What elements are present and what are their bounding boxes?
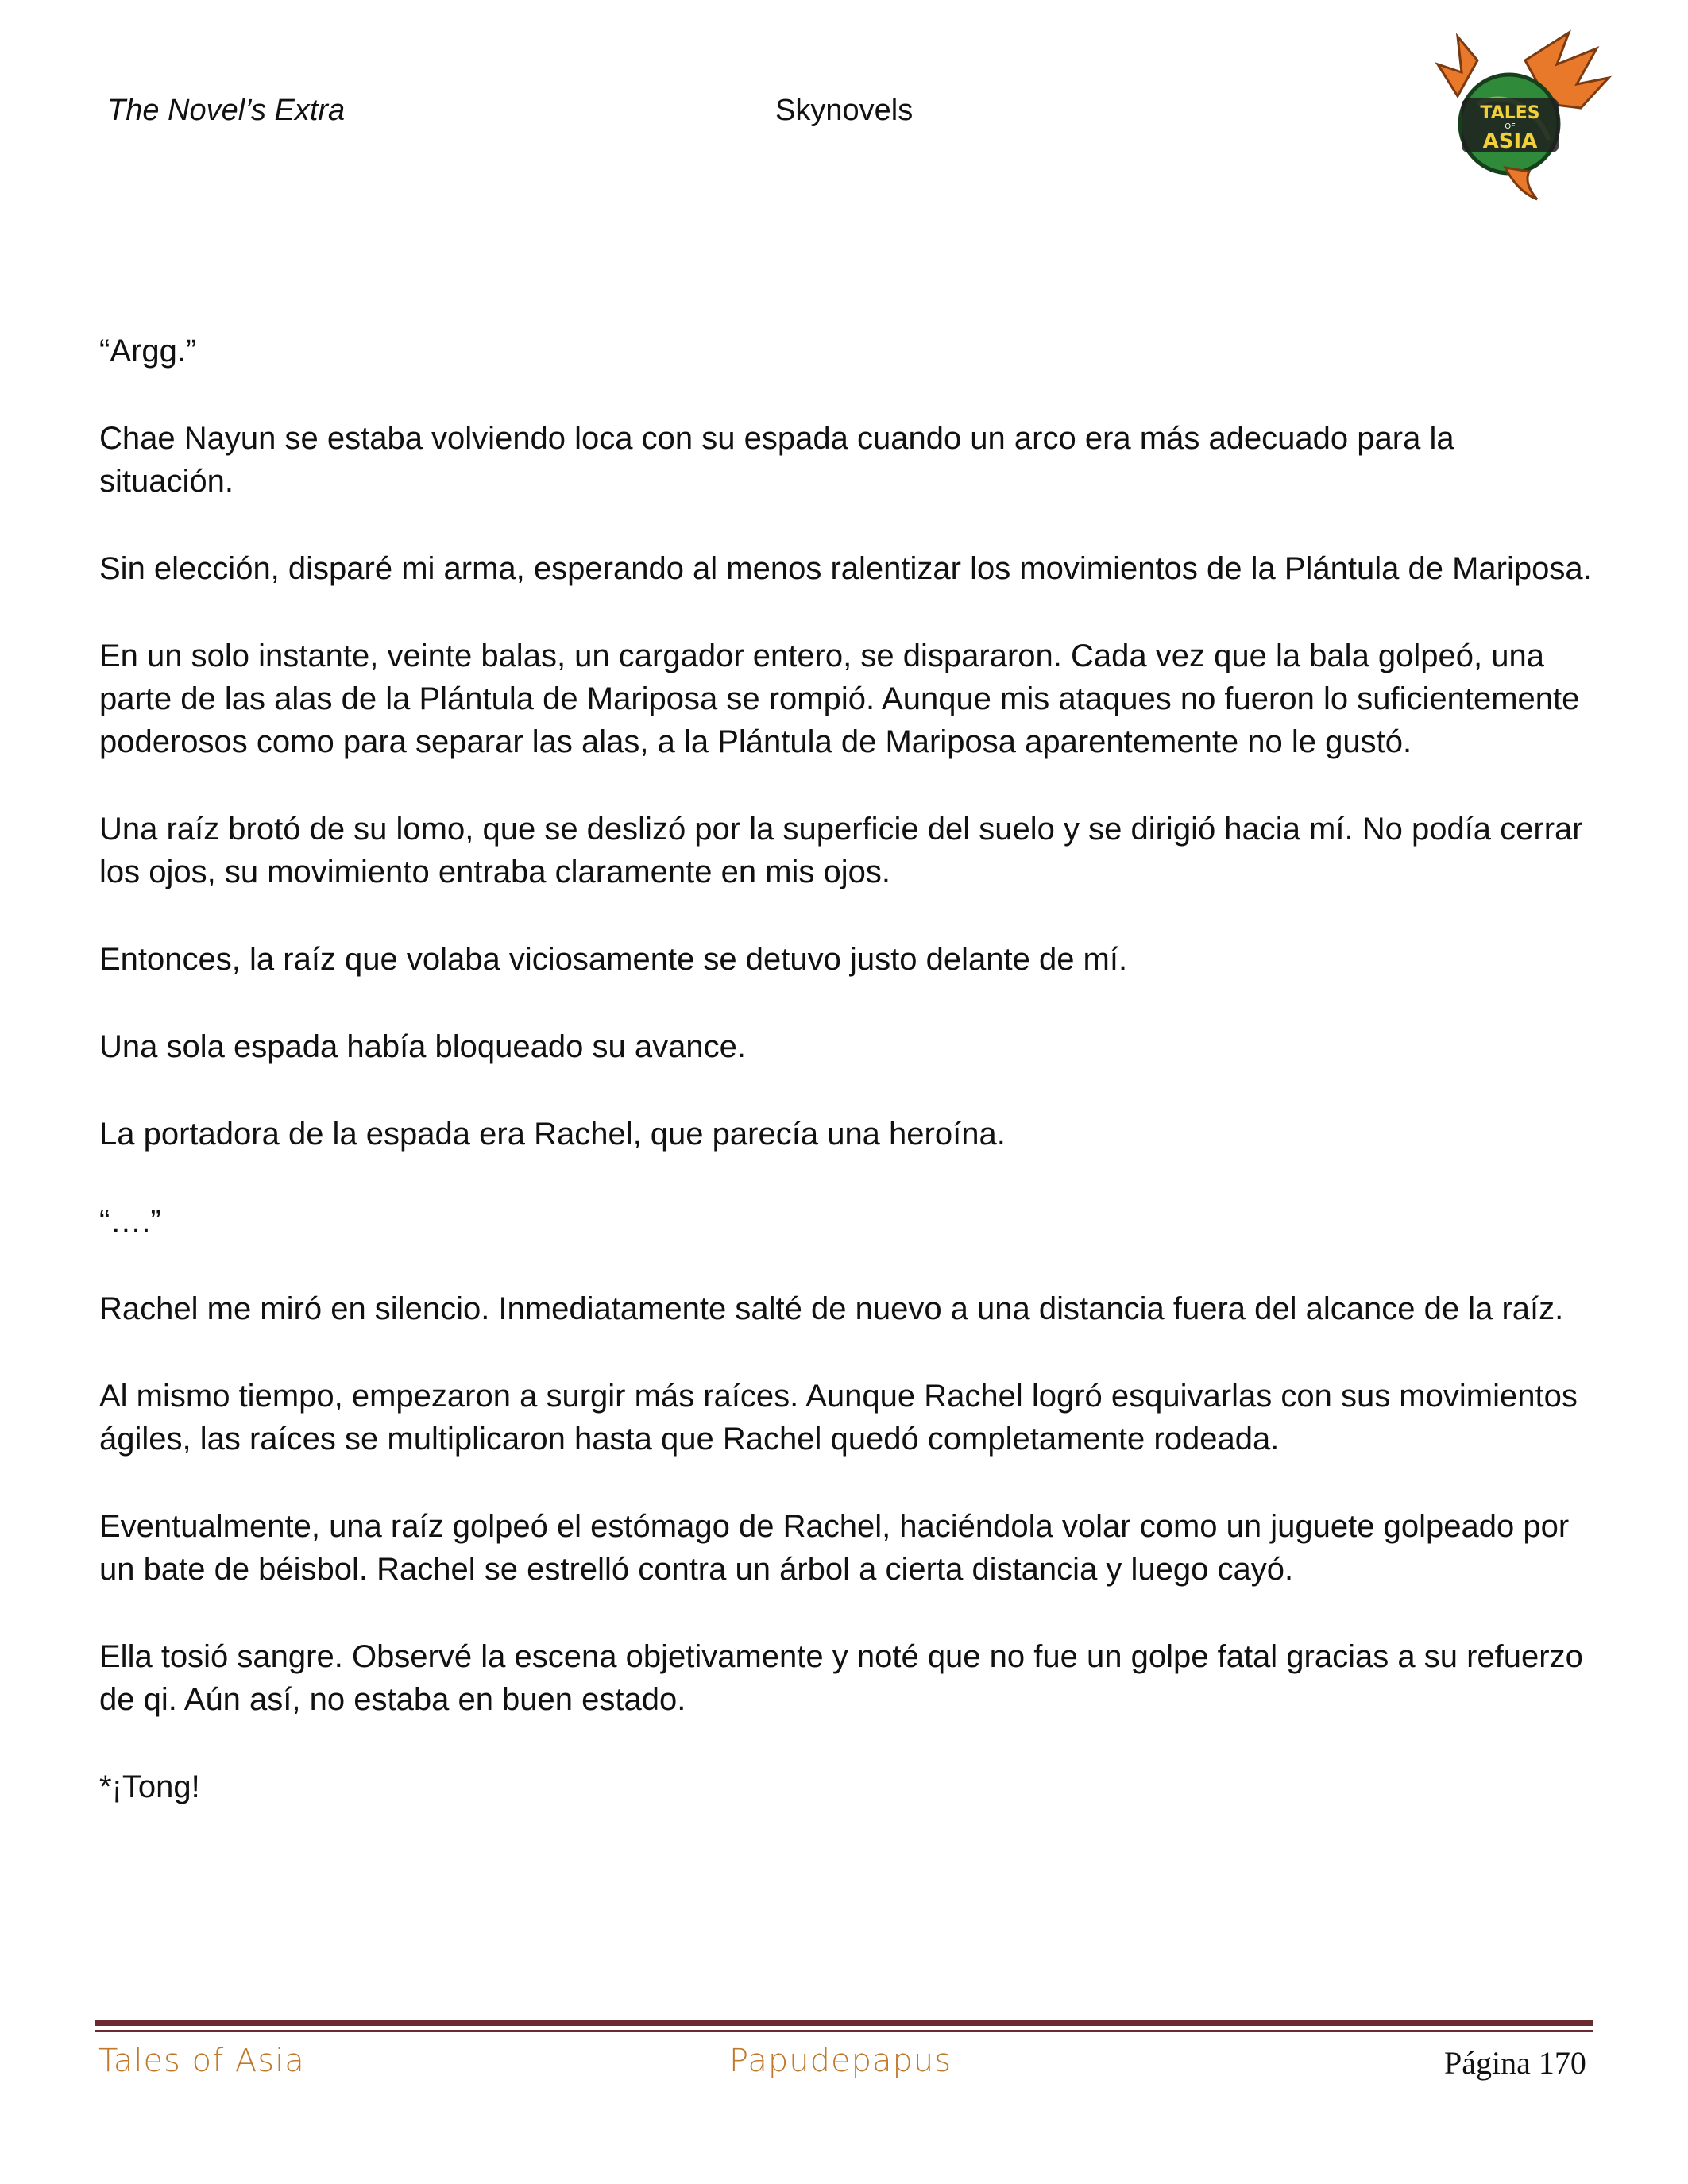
paragraph: Rachel me miró en silencio. Inmediatamente salté de nuevo a una distancia fuera del alcance de la raíz.	[99, 1291, 1564, 1326]
paragraph: Una raíz brotó de su lomo, que se deslizó por la superficie del suelo y se dirigió hacia mí. No podía cerrar los ojos, su movimiento entraba claramente en mis ojos.	[99, 812, 1583, 889]
paragraph: Una sola espada había bloqueado su avance.	[99, 1029, 746, 1064]
chapter-body	[99, 330, 1593, 1853]
footer-rule-thin	[95, 2030, 1593, 2032]
paragraph: Ella tosió sangre. Observé la escena objetivamente y noté que no fue un golpe fatal gracias a su refuerzo de qi. Aún así, no estaba en buen estado.	[99, 1639, 1583, 1717]
paragraph: La portadora de la espada era Rachel, que parecía una heroína.	[99, 1117, 1006, 1152]
tales-of-asia-logo-icon	[1430, 29, 1613, 203]
header-book-title: The Novel’s Extra	[107, 94, 346, 127]
footer-translator: Papudepapus	[729, 2043, 952, 2079]
logo-text-bottom: ASIA	[1482, 129, 1538, 153]
paragraph: Chae Nayun se estaba volviendo loca con su espada cuando un arco era más adecuado para la situación.	[99, 421, 1454, 499]
paragraph: *¡Tong!	[99, 1769, 200, 1804]
paragraph: Sin elección, disparé mi arma, esperando al menos ralentizar los movimientos de la Plántula de Mariposa.	[99, 551, 1592, 586]
logo-text-small: OF	[1505, 122, 1516, 131]
paragraph: En un solo instante, veinte balas, un cargador entero, se dispararon. Cada vez que la bala golpeó, una parte de las alas de la Plántula de Mariposa se rompió. Aunque mis ataques no fueron lo suficientemente poderosos como para separar las alas, a la Plántula de Mariposa aparentemente no le gustó.	[99, 639, 1580, 759]
paragraph: Entonces, la raíz que volaba viciosamente se detuvo justo delante de mí.	[99, 942, 1128, 977]
paragraph: Al mismo tiempo, empezaron a surgir más raíces. Aunque Rachel logró esquivarlas con sus movimientos ágiles, las raíces se multiplicaron hasta que Rachel quedó completamente rodeada.	[99, 1379, 1578, 1457]
logo-text-top: TALES	[1480, 103, 1540, 123]
paragraph: “Argg.”	[99, 334, 197, 369]
header-site-name: Skynovels	[775, 94, 914, 127]
paragraph: “….”	[99, 1204, 161, 1239]
footer-rule-thick	[95, 2020, 1593, 2026]
paragraph: Eventualmente, una raíz golpeó el estómago de Rachel, haciéndola volar como un juguete golpeado por un bate de béisbol. Rachel se estrelló contra un árbol a cierta distancia y luego cayó.	[99, 1509, 1570, 1587]
footer-site-name: Tales of Asia	[98, 2043, 305, 2079]
footer-page-number: Página 170	[1444, 2045, 1586, 2081]
